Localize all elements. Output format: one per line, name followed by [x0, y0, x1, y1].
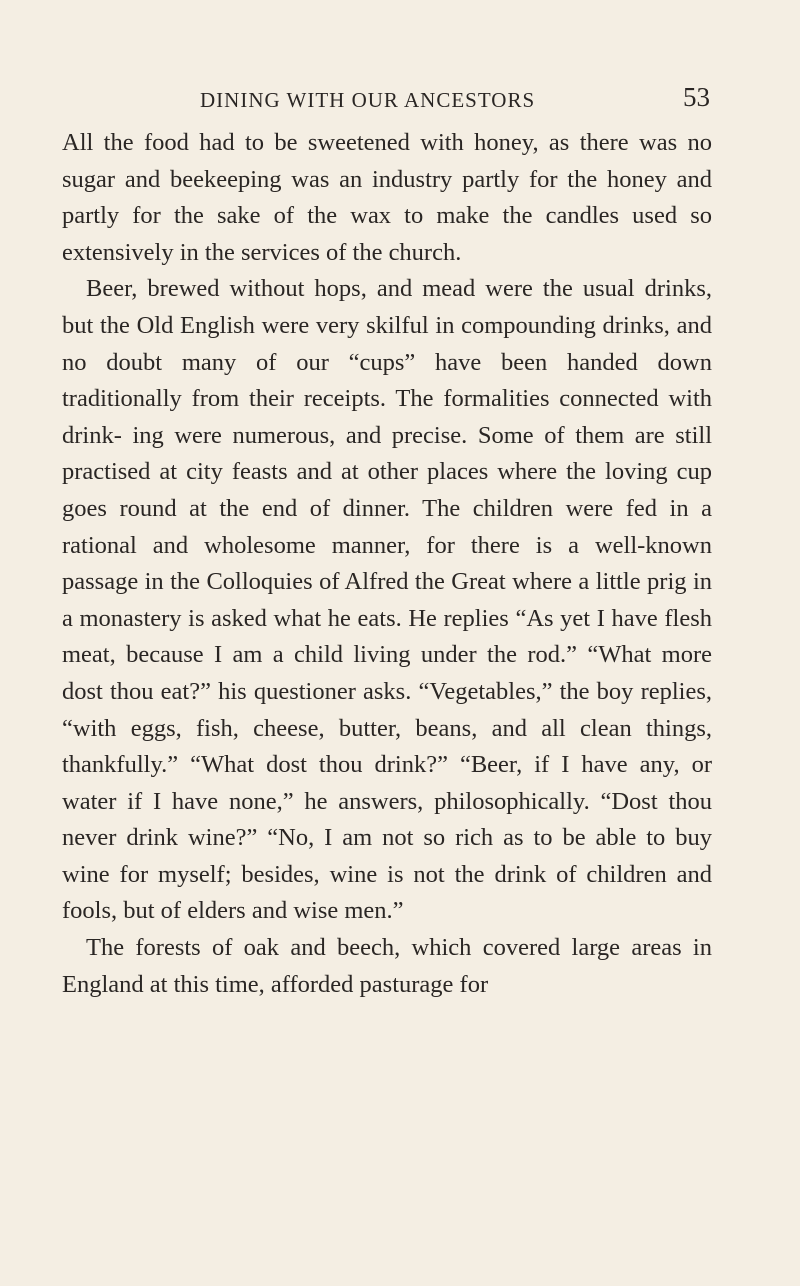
page-number: 53	[683, 82, 710, 112]
page-header	[62, 84, 710, 120]
paragraph: Beer, brewed without hops, and mead were the usual drinks, but the Old English were very skilful in compounding drinks, and no doubt many of our “cups” have been handed down traditionally from their receipts. The formalities connected with drink- ing were numerous, and precise. Some of them are still practised at city feasts and at other places where the loving cup goes round at the end of dinner. The children were fed in a rational and wholesome manner, for there is a well-known passage in the Colloquies of Alfred the Great where a little prig in a monastery is asked what he eats. He replies “As yet I have flesh meat, because I am a child living under the rod.” “What more dost thou eat?” his questioner asks. “Vegetables,” the boy replies, “with eggs, fish, cheese, butter, beans, and all clean things, thankfully.” “What dost thou drink?” “Beer, if I have any, or water if I have none,” he answers, philosophically. “Dost thou never drink wine?” “No, I am not so rich as to be able to buy wine for myself; besides, wine is not the drink of children and fools, but of elders and wise men.”	[62, 275, 712, 925]
running-head: DINING WITH OUR ANCESTORS	[200, 88, 536, 112]
paragraph: The forests of oak and beech, which covered large areas in England at this time, afforded pasturage for	[62, 934, 712, 998]
paragraph: All the food had to be sweetened with honey, as there was no sugar and beekeeping was an industry partly for the honey and partly for the sake of the wax to make the candles used so extensively in the services of the church.	[62, 129, 712, 266]
body-text	[62, 125, 712, 1003]
